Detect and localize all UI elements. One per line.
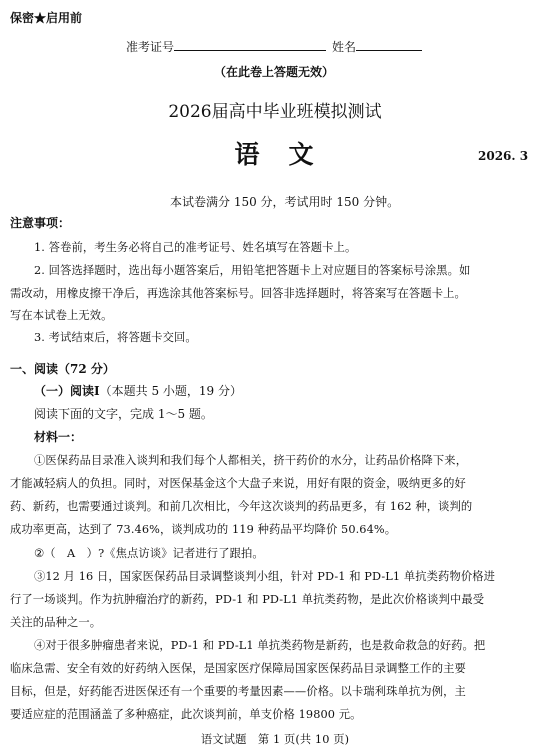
section-heading: 一、阅读（72 分） [10,362,115,376]
exam-id-underline [174,38,326,51]
intro-text: 本试卷满分 150 分，考试用时 150 分钟。 [170,195,400,209]
exam-id-field [126,38,326,55]
notice-item-2-cont: 需改动，用橡皮擦干净后，再选涂其他答案标号。回答非选择题时，将答案写在答题卡上。 [10,287,466,300]
subsection-title: （一）阅读Ⅰ [34,384,100,398]
name-label: 姓名 [332,40,357,54]
passage-p4-line3: 目标，但是，好药能否进医保还有一个重要的考量因素——价格。以卡瑞利珠单抗为例，主 [10,685,466,698]
passage-p1-line3: 药、新药，也需要通过谈判。和前几次相比，今年这次谈判的药品更多，有 162 种，谈判的 [10,500,473,513]
passage-p3-line3: 关注的品种之一。 [10,616,102,629]
passage-p4-line1: ④对于很多肿瘤患者来说，PD-1 和 PD-L1 单抗类药物是新药，也是救命救急的好药。把 [34,639,486,652]
passage-p3-line2: 行了一场谈判。作为抗肿瘤治疗的新药，PD-1 和 PD-L1 单抗类药物，是此次价格谈判中最受 [10,593,485,606]
passage-p2: ②（ A ）?《焦点访谈》记者进行了跟拍。 [34,547,264,560]
passage-p1-line2: 才能减轻病人的负担。同时，对医保基金这个大盘子来说，用好有限的资金，吸纳更多的好 [10,477,466,490]
exam-date: 2026. 3 [478,149,529,163]
name-underline [356,38,422,51]
notice-item-1: 1. 答卷前，考生务必将自己的准考证号、姓名填写在答题卡上。 [34,241,357,254]
invalid-note: （在此卷上答题无效） [214,65,335,79]
passage-p4-line4: 要适应症的范围涵盖了多种癌症，此次谈判前，单支价格 19800 元。 [10,708,362,721]
exam-id-label: 准考证号 [126,40,175,54]
passage-p3-line1: ③12 月 16 日，国家医保药品目录调整谈判小组，针对 PD-1 和 PD-L1 单抗类药物价格进 [34,570,496,583]
subject-title: 语 文 [234,140,316,169]
notice-item-3: 3. 考试结束后，将答题卡交回。 [34,331,197,344]
passage-p1-line4: 成功率更高，达到了 73.46%，谈判成功的 119 种药品平均降价 50.64%。 [10,523,397,536]
subsection-heading [34,382,242,399]
passage-p4-line2: 临床急需、安全有效的好药纳入医保，是国家医疗保障局国家医保药品目录调整工作的主要 [10,662,466,675]
exam-title: 2026届高中毕业班模拟测试 [168,102,382,122]
material-label: 材料一： [34,430,83,444]
notice-item-2: 2. 回答选择题时，选出每小题答案后，用铅笔把答题卡上对应题目的答案标号涂黑。如 [34,264,471,277]
subsection-detail: （本题共 5 小题，19 分） [99,384,242,398]
notice-item-2-cont2: 写在本试卷上无效。 [10,309,113,322]
instruction-text: 阅读下面的文字，完成 1～5 题。 [34,407,213,421]
passage-p1-line1: ①医保药品目录准入谈判和我们每个人都相关，挤干药价的水分，让药品价格降下来， [34,454,468,467]
notice-heading: 注意事项： [10,216,71,230]
confidential-label: 保密★启用前 [10,11,83,25]
name-field [332,38,422,55]
page-footer: 语文试题 第 1 页(共 10 页) [200,733,350,746]
